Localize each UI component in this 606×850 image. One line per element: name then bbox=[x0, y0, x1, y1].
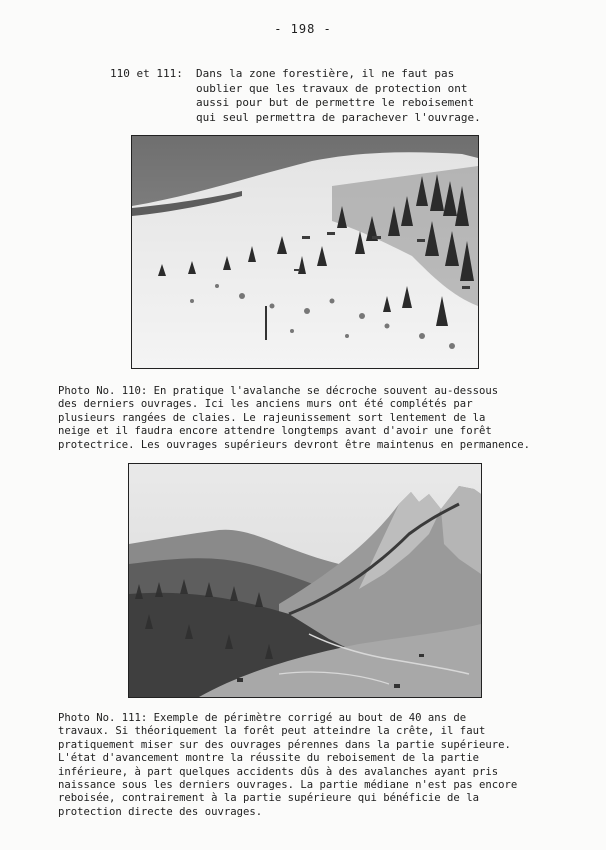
caption-line: des derniers ouvrages. Ici les anciens murs ont été complétés par bbox=[58, 398, 473, 411]
caption-line: plusieurs rangées de claies. Le rajeunissement sort lentement de la bbox=[58, 411, 486, 424]
caption-line: protection directe des ouvrages. bbox=[58, 805, 263, 818]
photo-110-snowy-slope bbox=[131, 135, 479, 369]
caption-photo-111 bbox=[58, 712, 558, 819]
intro-line: aussi pour but de permettre le reboisement bbox=[196, 96, 475, 109]
intro-text bbox=[196, 67, 516, 125]
caption-line: Photo No. 110: En pratique l'avalanche se décroche souvent au-dessous bbox=[58, 385, 499, 397]
intro-line: qui seul permettra de parachever l'ouvrage. bbox=[196, 110, 481, 124]
intro-label: 110 et 111: bbox=[110, 67, 183, 80]
caption-photo-110 bbox=[58, 385, 558, 452]
caption-line: pratiquement miser sur des ouvrages pérennes dans la partie supérieure. bbox=[58, 738, 511, 751]
caption-line: protectrice. Les ouvrages supérieurs devront être maintenus en permanence. bbox=[58, 438, 530, 451]
caption-line: travaux. Si théoriquement la forêt peut atteindre la crête, il faut bbox=[58, 725, 486, 738]
photo-111-mountain-ridge bbox=[128, 463, 482, 698]
caption-line: Photo No. 111: Exemple de périmètre corrigé au bout de 40 ans de bbox=[58, 712, 467, 724]
intro-line: Dans la zone forestière, il ne faut pas bbox=[196, 67, 455, 80]
page-number: - 198 - bbox=[274, 22, 332, 36]
caption-line: naissance sous les derniers ouvrages. La partie médiane n'est pas encore bbox=[58, 779, 518, 792]
caption-line: reboisée, contrairement à la partie supérieure qui bénéficie de la bbox=[58, 792, 479, 805]
caption-line: neige et il faudra encore attendre longtemps avant d'avoir une forêt bbox=[58, 425, 492, 438]
caption-line: inférieure, à part quelques accidents dûs à des avalanches ayant pris bbox=[58, 765, 499, 778]
intro-line: oublier que les travaux de protection ont bbox=[196, 81, 468, 95]
caption-line: L'état d'avancement montre la réussite du reboisement de la partie bbox=[58, 752, 479, 765]
